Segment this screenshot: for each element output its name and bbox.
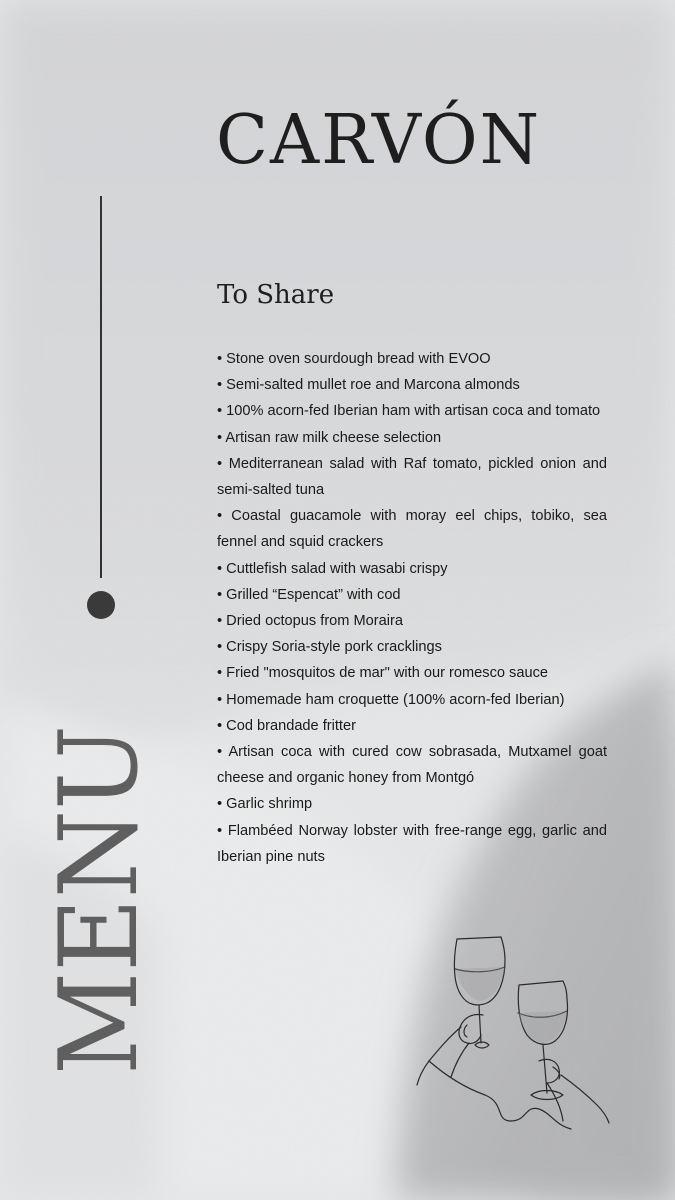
list-item: • Stone oven sourdough bread with EVOO [217, 351, 491, 367]
list-item: • 100% acorn-fed Iberian ham with artisan coca and tomato [217, 403, 601, 420]
wine-glasses-toast-icon [415, 925, 615, 1140]
list-item: • Mediterranean salad with Raf tomato, pickled onion and semi-salted tuna [217, 455, 607, 499]
vertical-line-ornament [100, 196, 102, 578]
menu-side-heading-text: MENU [37, 700, 162, 1075]
dot-ornament [87, 591, 115, 619]
list-item: • Cuttlefish salad with wasabi crispy [217, 560, 448, 577]
list-item: • Grilled “Espencat” with cod [217, 586, 401, 603]
list-item: • Garlic shrimp [217, 796, 313, 813]
list-item: • Semi-salted mullet roe and Marcona almonds [217, 377, 520, 394]
list-item: • Homemade ham croquette (100% acorn-fed Iberian) [217, 691, 565, 708]
list-item: • Crispy Soria-style pork cracklings [217, 639, 442, 656]
menu-side-heading [37, 700, 162, 1075]
list-item: • Coastal guacamole with moray eel chips, tobiko, sea fennel and squid crackers [217, 508, 607, 551]
list-item: • Flambéed Norway lobster with free-range egg, garlic and Iberian pine nuts [217, 822, 607, 865]
list-item: • Cod brandade fritter [217, 717, 356, 734]
list-item: • Dried octopus from Moraira [217, 613, 403, 630]
list-item: • Artisan coca with cured cow sobrasada, Mutxamel goat cheese and organic honey from Montgó [217, 744, 607, 787]
list-item: • Artisan raw milk cheese selection [217, 429, 442, 446]
restaurant-title: CARVÓN [216, 101, 542, 180]
menu-item-list [217, 346, 607, 870]
section-title: To Share [217, 280, 335, 310]
list-item: • Fried "mosquitos de mar" with our romesco sauce [217, 665, 548, 682]
